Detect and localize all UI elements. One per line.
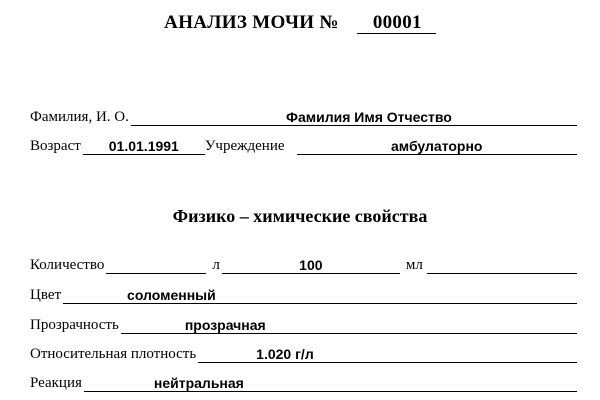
density-label: Относительная плотность [30,346,197,362]
transparency-field[interactable]: прозрачная [121,317,577,334]
section-title: Физико – химические свойства [172,206,428,226]
reaction-row [30,370,577,392]
transparency-row [30,312,577,334]
age-field[interactable]: 01.01.1991 [83,138,205,155]
reaction-label: Реакция [30,375,82,391]
institution-label: Учреждение [204,138,285,154]
form-title-text: АНАЛИЗ МОЧИ № [164,12,339,33]
form-number-field[interactable]: 00001 [357,12,436,34]
form-title [0,12,600,34]
name-label: Фамилия, И. О. [30,109,129,125]
name-row [30,104,577,126]
density-field[interactable]: 1.020 г/л [198,346,577,363]
quantity-row [30,252,577,274]
quantity-label: Количество [30,257,105,273]
reaction-field[interactable]: нейтральная [84,375,577,392]
color-field[interactable]: соломенный [63,287,577,304]
liter-unit-label: л [212,257,220,273]
transparency-label: Прозрачность [30,317,119,333]
color-label: Цвет [30,287,62,303]
color-row [30,282,577,304]
density-row [30,341,577,363]
age-label: Возраст [30,138,81,154]
age-institution-row [30,133,577,155]
quantity-liters-field[interactable] [106,257,206,274]
quantity-main-field[interactable]: 100 [222,257,400,274]
name-field[interactable]: Фамилия Имя Отчество [131,109,577,126]
institution-field[interactable]: амбулаторно [297,138,578,155]
quantity-ml-field[interactable] [427,257,577,274]
ml-unit-label: мл [405,257,423,273]
